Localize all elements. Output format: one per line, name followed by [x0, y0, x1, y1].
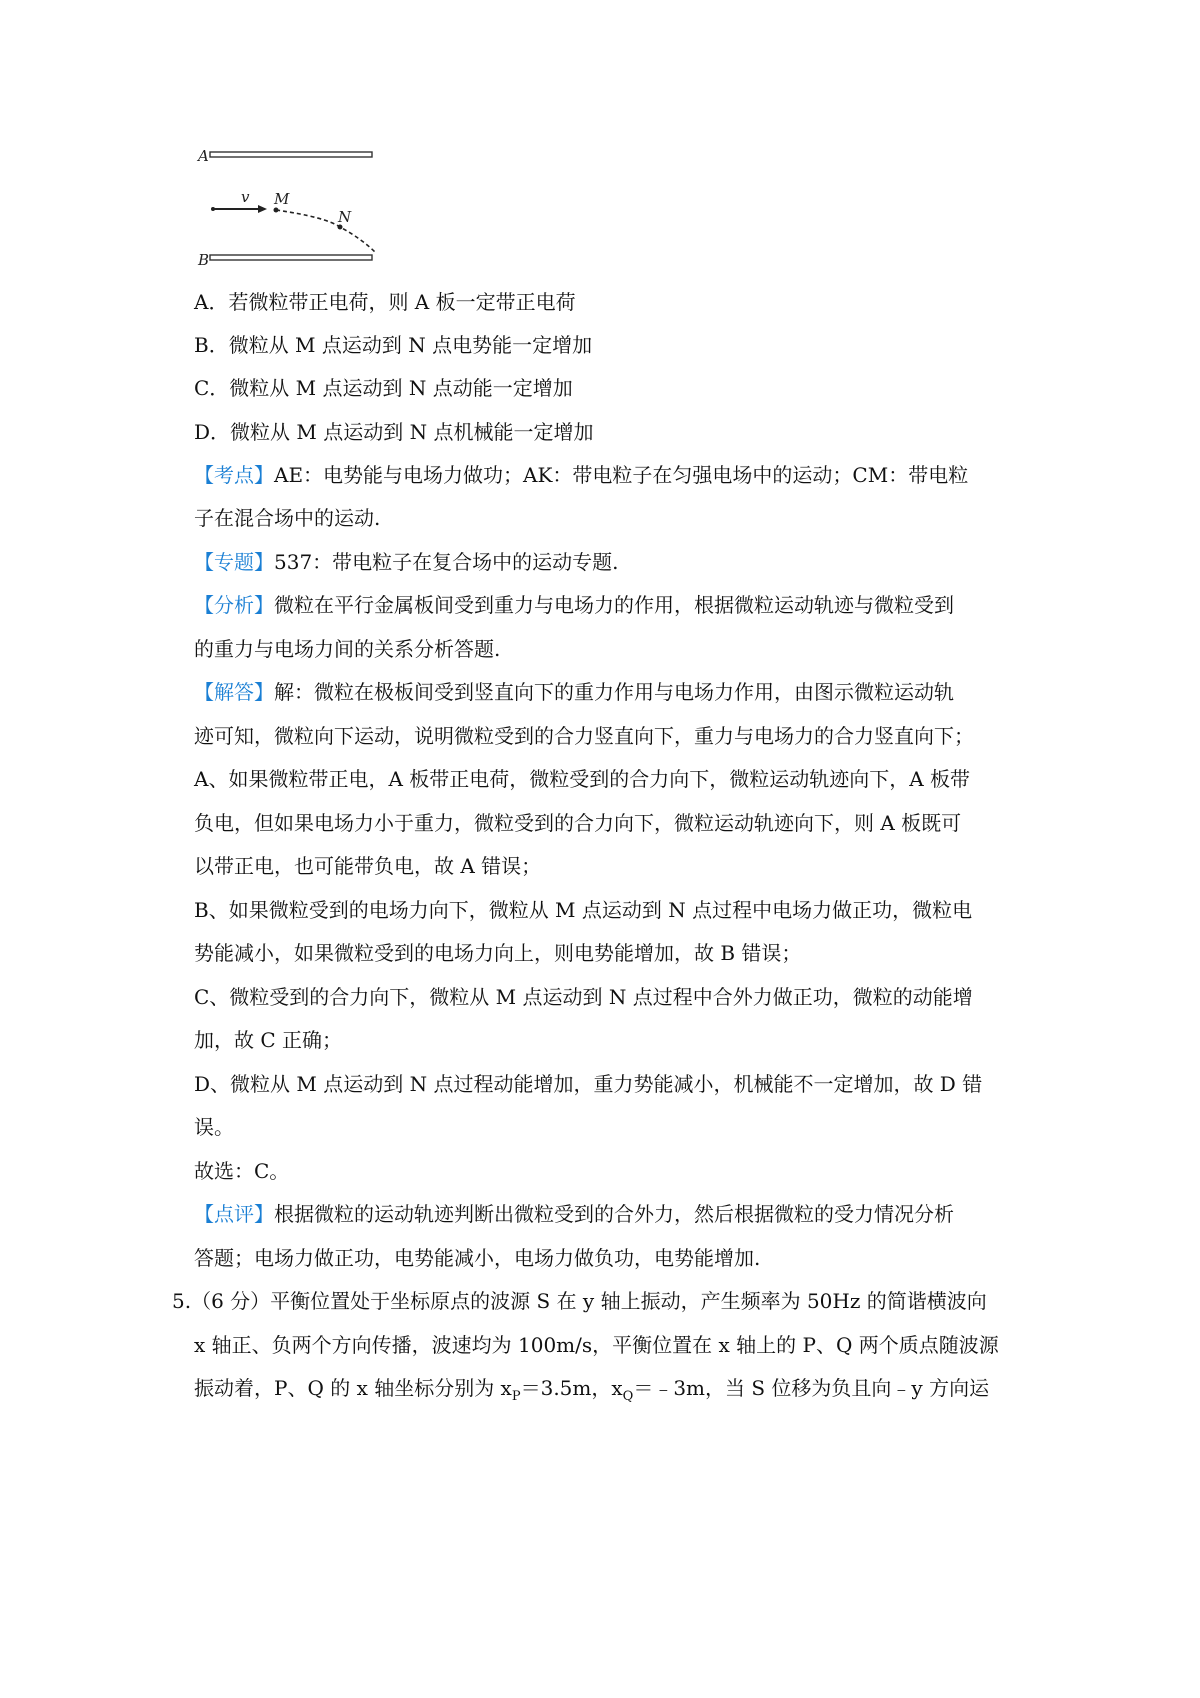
jieda-line-11: 误。	[194, 1115, 234, 1139]
dianping-tag: 【点评】	[194, 1202, 274, 1226]
jieda-line-6: B、如果微粒受到的电场力向下，微粒从 M 点运动到 N 点过程中电场力做正功，微粒电	[194, 898, 973, 922]
dianping-line-2: 答题；电场力做正功，电势能减小，电场力做负功，电势能增加.	[194, 1246, 761, 1270]
jieda-line-1	[194, 678, 954, 706]
zhuanti-line	[194, 548, 619, 576]
point-n-label: N	[338, 208, 352, 226]
fenxi-line-1	[194, 591, 954, 619]
q5-line-3	[194, 1374, 989, 1411]
fenxi-line-2: 的重力与电场力间的关系分析答题.	[194, 637, 501, 661]
velocity-label: v	[241, 188, 250, 206]
plates-diagram	[198, 147, 410, 295]
option-d: D．微粒从 M 点运动到 N 点机械能一定增加	[194, 420, 594, 444]
kaodian-line-2: 子在混合场中的运动.	[194, 506, 381, 530]
q5-sub-q: Q	[622, 1389, 634, 1404]
dianping-line-1	[194, 1200, 954, 1228]
jieda-line-10: D、微粒从 M 点运动到 N 点过程动能增加，重力势能减小，机械能不一定增加，故 D 错	[194, 1072, 983, 1096]
kaodian-tag: 【考点】	[194, 463, 274, 487]
jieda-line-4: 负电，但如果电场力小于重力，微粒受到的合力向下，微粒运动轨迹向下，则 A 板既可	[194, 811, 962, 835]
q5-line-3-a: 振动着，P、Q 的 x 轴坐标分别为 x	[194, 1376, 512, 1400]
trajectory-curve	[276, 210, 376, 253]
q5-sub-p: P	[511, 1389, 521, 1404]
jieda-line-7: 势能减小，如果微粒受到的电场力向上，则电势能增加，故 B 错误；	[194, 941, 802, 965]
plate-a	[210, 152, 372, 157]
jieda-line-8: C、微粒受到的合力向下，微粒从 M 点运动到 N 点过程中合外力做正功，微粒的动能增	[194, 985, 973, 1009]
q5-line-1: 5.（6 分）平衡位置处于坐标原点的波源 S 在 y 轴上振动，产生频率为 50Hz 的简谐横波向	[172, 1289, 987, 1313]
jieda-tag: 【解答】	[194, 680, 274, 704]
plate-b	[210, 255, 372, 260]
jieda-line-9: 加，故 C 正确；	[194, 1028, 343, 1052]
dianping-text-1: 根据微粒的运动轨迹判断出微粒受到的合外力，然后根据微粒的受力情况分析	[274, 1202, 954, 1226]
jieda-answer: 故选：C。	[194, 1159, 290, 1183]
plates-figure	[198, 147, 410, 295]
arrow-head-icon	[258, 205, 267, 213]
jieda-text-1: 解：微粒在极板间受到竖直向下的重力作用与电场力作用，由图示微粒运动轨	[274, 680, 954, 704]
plate-b-label: B	[198, 251, 210, 269]
q5-line-3-c: ＝﹣3m，当 S 位移为负且向﹣y 方向运	[633, 1376, 990, 1400]
q5-line-2: x 轴正、负两个方向传播，波速均为 100m/s，平衡位置在 x 轴上的 P、Q 两个质点随波源	[194, 1333, 999, 1357]
plate-a-label: A	[198, 147, 209, 165]
q5-line-3-b: ＝3.5m，x	[520, 1376, 623, 1400]
zhuanti-text: 537：带电粒子在复合场中的运动专题.	[274, 550, 619, 574]
option-b: B．微粒从 M 点运动到 N 点电势能一定增加	[194, 333, 593, 357]
fenxi-tag: 【分析】	[194, 593, 274, 617]
point-m-label: M	[274, 190, 290, 208]
kaodian-line-1	[194, 461, 968, 489]
fenxi-text-1: 微粒在平行金属板间受到重力与电场力的作用，根据微粒运动轨迹与微粒受到	[274, 593, 954, 617]
kaodian-text-1: AE：电势能与电场力做功；AK：带电粒子在匀强电场中的运动；CM：带电粒	[274, 463, 969, 487]
jieda-line-3: A、如果微粒带正电，A 板带正电荷，微粒受到的合力向下，微粒运动轨迹向下，A 板带	[194, 767, 971, 791]
option-a: A．若微粒带正电荷，则 A 板一定带正电荷	[194, 290, 576, 314]
jieda-line-5: 以带正电，也可能带负电，故 A 错误；	[194, 854, 542, 878]
option-c: C．微粒从 M 点运动到 N 点动能一定增加	[194, 376, 573, 400]
zhuanti-tag: 【专题】	[194, 550, 274, 574]
jieda-line-2: 迹可知，微粒向下运动，说明微粒受到的合力竖直向下，重力与电场力的合力竖直向下；	[194, 724, 974, 748]
